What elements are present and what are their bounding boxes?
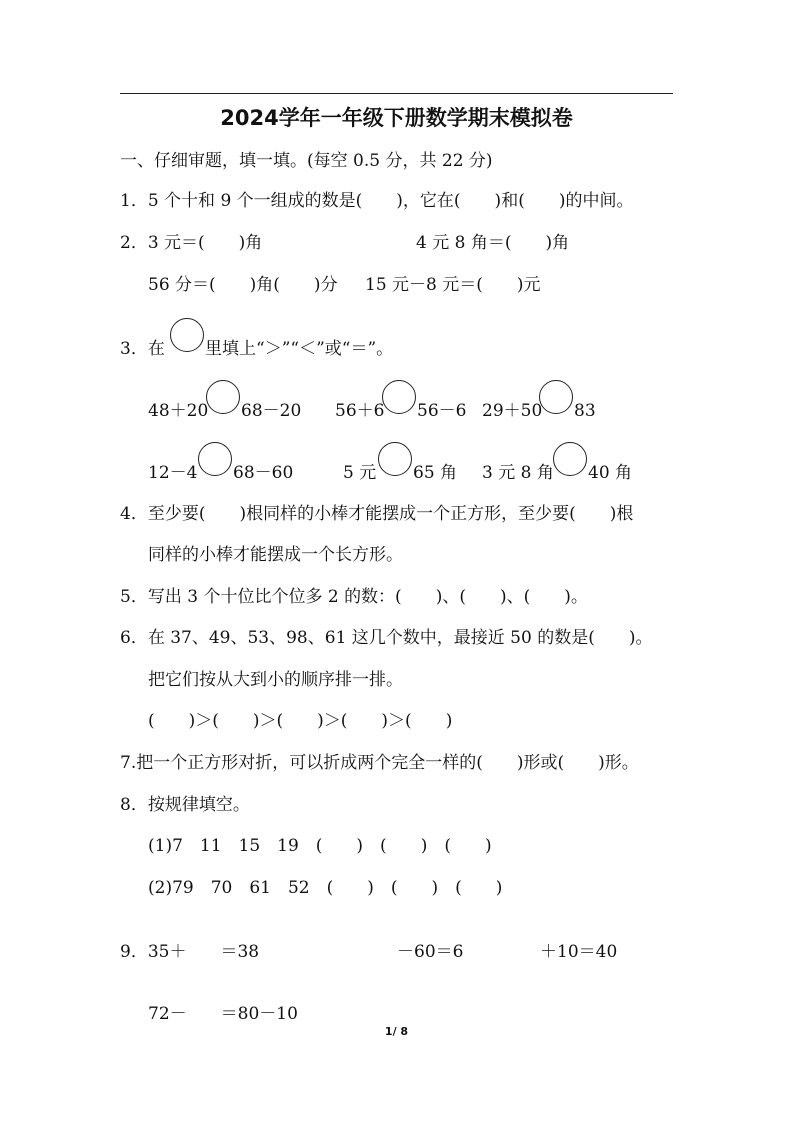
q3-r2-left1: 12－4 [148, 463, 198, 483]
question-2c: 56 分＝( )角( )分 [148, 275, 338, 295]
q3-r1-right1: 68－20 [241, 401, 302, 421]
q3-r1-right3: 83 [574, 401, 596, 421]
compare-circle[interactable] [378, 442, 412, 476]
question-6-line3: ( )＞( )＞( )＞( )＞( ) [148, 711, 453, 731]
question-8-sequence-1: (1)7 11 15 19 ( ) ( ) ( ) [148, 836, 492, 856]
question-2a: 2．3 元＝( )角 [120, 233, 263, 253]
compare-circle[interactable] [206, 380, 240, 414]
q3-r2-right3: 40 角 [588, 463, 633, 483]
question-3-suffix: 里填上“＞”“＜”或“＝”。 [205, 339, 394, 359]
question-6-line2: 把它们按从大到小的顺序排一排。 [148, 670, 403, 690]
question-2b: 4 元 8 角＝( )角 [416, 233, 570, 253]
compare-circle[interactable] [382, 380, 416, 414]
compare-circle-example [170, 318, 204, 352]
question-9d: 72－ ＝80－10 [148, 1004, 298, 1024]
q3-r1-left3: 29＋50 [482, 401, 543, 421]
question-8-heading: 8．按规律填空。 [120, 795, 250, 815]
compare-circle[interactable] [539, 380, 573, 414]
question-8-sequence-2: (2)79 70 61 52 ( ) ( ) ( ) [148, 878, 503, 898]
question-7: 7.把一个正方形对折，可以折成两个完全一样的( )形或( )形。 [120, 753, 639, 773]
question-4-line2: 同样的小棒才能摆成一个长方形。 [148, 545, 403, 565]
page-title: 2024学年一年级下册数学期末模拟卷 [220, 106, 573, 130]
q3-r1-left1: 48＋20 [148, 401, 209, 421]
q3-r2-left2: 5 元 [343, 463, 377, 483]
question-5: 5．写出 3 个十位比个位多 2 的数：( )、( )、( )。 [120, 587, 588, 607]
question-9b: －60＝6 [397, 942, 464, 962]
section-heading: 一、仔细审题，填一填。(每空 0.5 分，共 22 分) [120, 151, 493, 171]
question-2d: 15 元－8 元＝( )元 [365, 275, 541, 295]
top-rule [120, 93, 673, 94]
question-9a: 9．35＋ ＝38 [120, 942, 260, 962]
question-4-line1: 4．至少要( )根同样的小棒才能摆成一个正方形，至少要( )根 [120, 504, 634, 524]
page-number: 1/ 8 [384, 1025, 409, 1038]
question-3-prefix: 3．在 [120, 339, 165, 359]
q3-r1-left2: 56＋6 [335, 401, 385, 421]
question-1: 1．5 个十和 9 个一组成的数是( )，它在( )和( )的中间。 [120, 191, 634, 211]
question-9c: ＋10＝40 [540, 942, 618, 962]
compare-circle[interactable] [198, 442, 232, 476]
q3-r1-right2: 56－6 [417, 401, 467, 421]
compare-circle[interactable] [553, 442, 587, 476]
question-6-line1: 6．在 37、49、53、98、61 这几个数中，最接近 50 的数是( )。 [120, 628, 653, 648]
q3-r2-right2: 65 角 [413, 463, 458, 483]
q3-r2-right1: 68－60 [233, 463, 294, 483]
q3-r2-left3: 3 元 8 角 [482, 463, 554, 483]
